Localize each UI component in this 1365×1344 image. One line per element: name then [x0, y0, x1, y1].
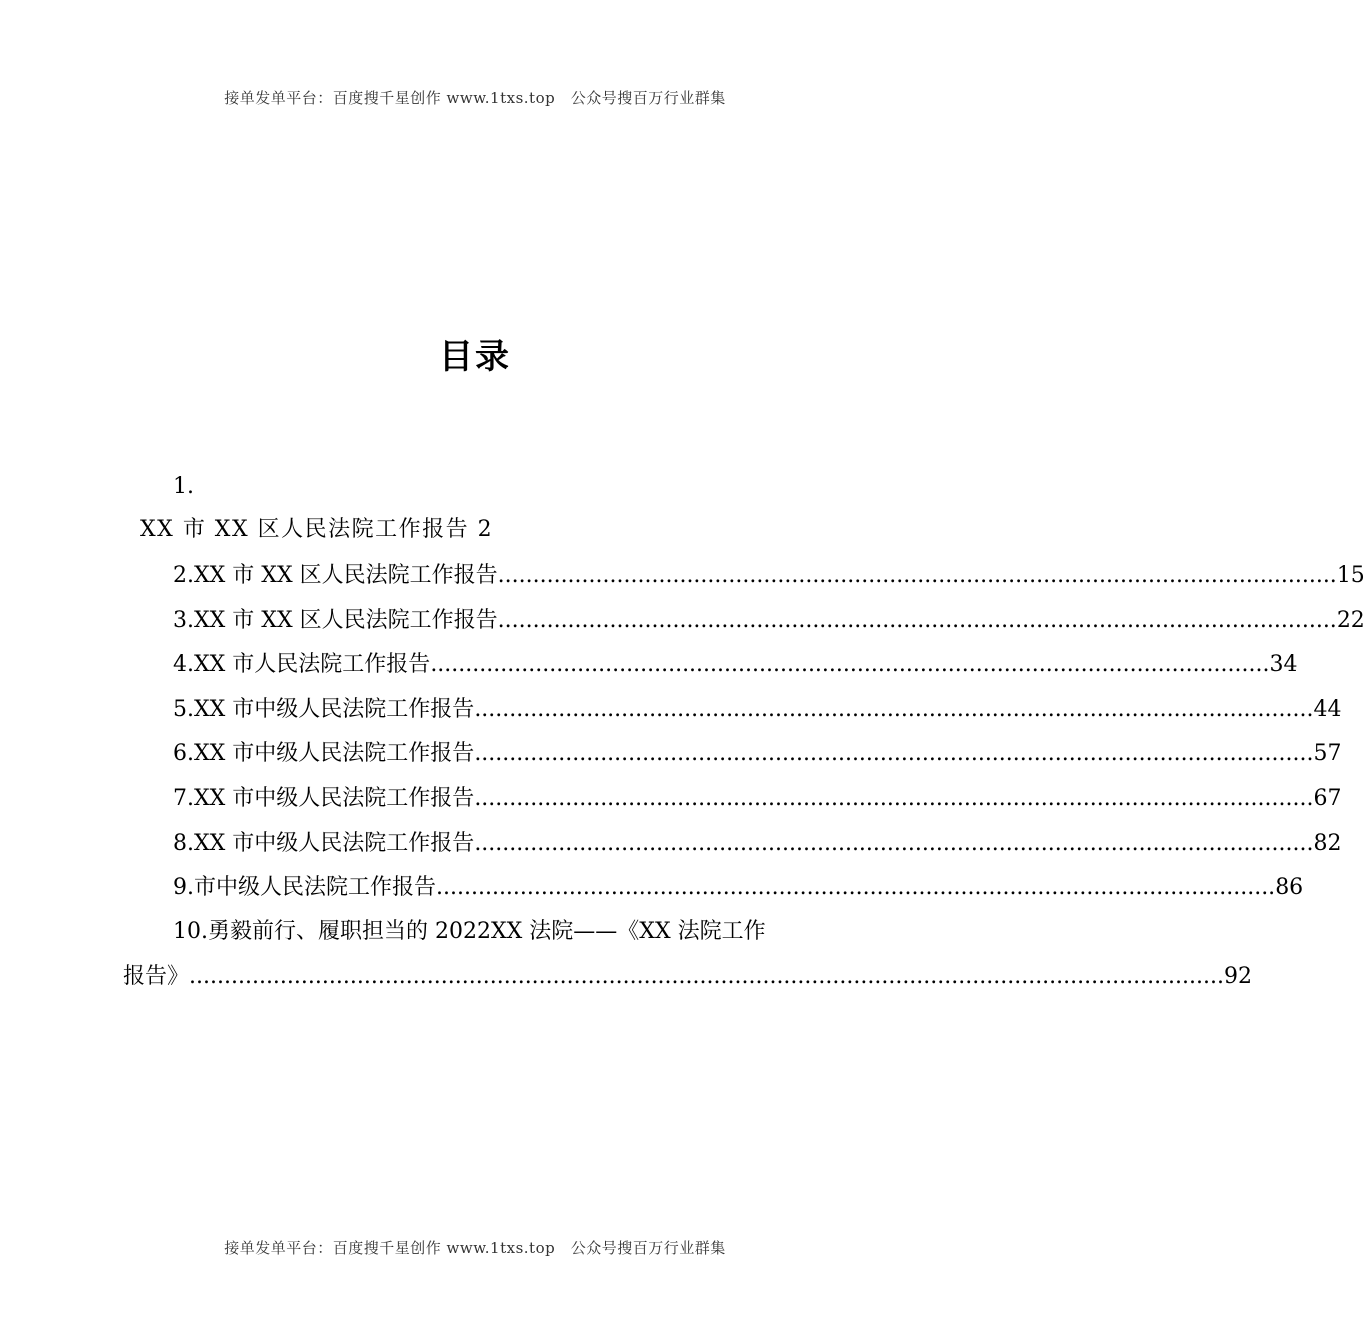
toc-dot-leader: ........................................................................................................................ [474, 697, 1314, 722]
toc-entry-page: 44 [1313, 697, 1342, 722]
toc-entry[interactable] [173, 561, 1365, 591]
toc-entry-label: 9.市中级人民法院工作报告 [173, 875, 436, 900]
toc-entry-page: 15 [1336, 563, 1365, 588]
toc-entry[interactable] [173, 784, 1342, 814]
toc-entry-label: 报告》 [123, 964, 190, 989]
footer-banner: 接单发单平台：百度搜千星创作 www.1txs.top 公众号搜百万行业群集 [224, 1239, 726, 1257]
page-title: 目录 [439, 337, 511, 377]
toc-entry-page: 34 [1269, 652, 1298, 677]
toc-entry-10-line1[interactable]: 10.勇毅前行、履职担当的 2022XX 法院——《XX 法院工作 [173, 919, 766, 944]
toc-entry[interactable] [173, 606, 1365, 636]
toc-entry-page: 92 [1224, 964, 1253, 989]
toc-entry-label: 3.XX 市 XX 区人民法院工作报告 [173, 608, 498, 633]
toc-entry-1-number: 1. [173, 474, 194, 499]
toc-entry-label: 4.XX 市人民法院工作报告 [173, 652, 431, 677]
toc-dot-leader: ........................................................................................................................ [497, 608, 1337, 633]
toc-dot-leader: ........................................................................................................................ [497, 563, 1337, 588]
toc-entry-1-title[interactable]: XX 市 XX 区人民法院工作报告 2 [140, 517, 494, 542]
toc-entry-page: 86 [1275, 875, 1304, 900]
toc-entry-page: 82 [1313, 831, 1342, 856]
toc-entry-label: 2.XX 市 XX 区人民法院工作报告 [173, 563, 498, 588]
toc-entry-page: 22 [1336, 608, 1365, 633]
toc-entry-page: 57 [1313, 741, 1342, 766]
toc-dot-leader: ........................................................................................................................ [474, 786, 1314, 811]
toc-entry[interactable] [173, 739, 1342, 769]
toc-entry-page: 67 [1313, 786, 1342, 811]
toc-entry-label: 6.XX 市中级人民法院工作报告 [173, 741, 475, 766]
toc-entry[interactable] [173, 873, 1304, 903]
toc-dot-leader: ........................................................................................................................ [474, 831, 1314, 856]
toc-entry-label: 8.XX 市中级人民法院工作报告 [173, 831, 475, 856]
toc-entry-10-line2[interactable] [123, 962, 1253, 992]
toc-entry-label: 5.XX 市中级人民法院工作报告 [173, 697, 475, 722]
toc-dot-leader: ........................................................................................................................ [436, 875, 1276, 900]
toc-entry[interactable] [173, 650, 1298, 680]
toc-dot-leader: ........................................................................................................................ [474, 741, 1314, 766]
toc-entry[interactable] [173, 695, 1342, 725]
toc-entry-label: 7.XX 市中级人民法院工作报告 [173, 786, 475, 811]
toc-dot-leader: ........................................................................................................................ [430, 652, 1270, 677]
toc-entry[interactable] [173, 829, 1342, 859]
header-banner: 接单发单平台：百度搜千星创作 www.1txs.top 公众号搜百万行业群集 [224, 89, 726, 107]
toc-dot-leader: .................................................................................................................................................... [189, 964, 1225, 989]
